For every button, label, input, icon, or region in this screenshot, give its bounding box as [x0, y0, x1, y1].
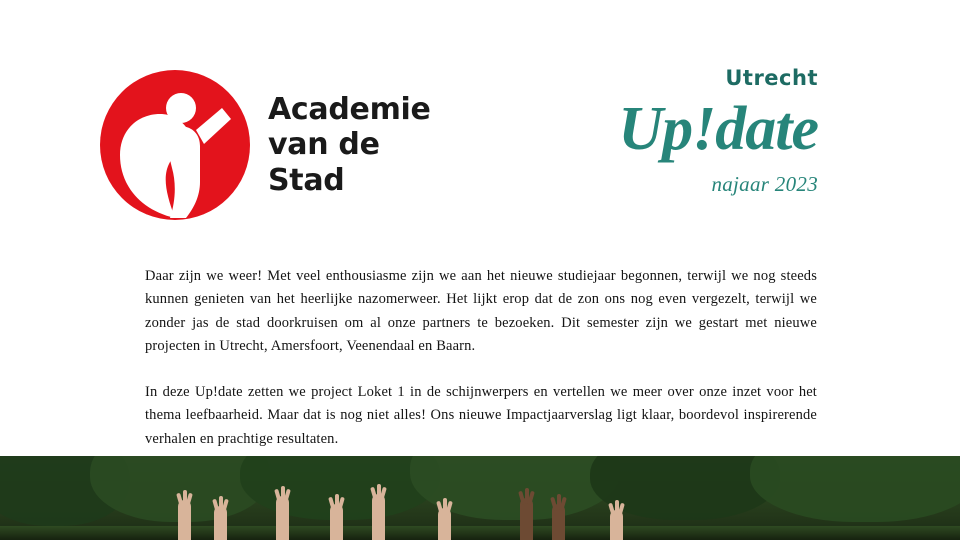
- brand-logo-line-2: van de: [268, 127, 380, 163]
- masthead: [398, 68, 818, 197]
- brand-logo-line-3: Stad: [268, 162, 345, 198]
- photo-hand: [276, 496, 289, 540]
- masthead-city: Utrecht: [725, 66, 818, 90]
- photo-hand: [438, 508, 451, 540]
- intro-paragraph-2: In deze Up!date zetten we project Loket 1 in de schijnwerpers en vertellen we meer over onze inzet voor het thema leefbaarheid. Maar dat is nog niet alles! Ons nieuwe Impactjaarverslag ligt klaar, boordevol inspirerende verhalen en prachtige resultaten.: [145, 383, 817, 447]
- photo-hand: [552, 504, 565, 540]
- hero-photo: [0, 456, 960, 540]
- photo-hand: [610, 510, 623, 540]
- photo-ground: [0, 526, 960, 540]
- brand-logo: [100, 70, 431, 220]
- photo-hand: [372, 494, 385, 540]
- photo-hand: [330, 504, 343, 540]
- brand-logo-line-1: Academie: [268, 91, 431, 127]
- masthead-issue: najaar 2023: [711, 172, 818, 197]
- newsletter-header: [0, 0, 960, 250]
- photo-hand: [520, 498, 533, 540]
- photo-hand: [178, 500, 191, 540]
- photo-hand: [214, 506, 227, 540]
- academie-van-de-stad-logo-icon: [100, 70, 250, 220]
- intro-paragraph-1: Daar zijn we weer! Met veel enthousiasme zijn we aan het nieuwe studiejaar begonnen, terwijl we nog steeds kunnen genieten van het heerlijke nazomerweer. Het lijkt erop dat de zon ons nog even vergezelt, terwijl we zonder jas de stad doorkruisen om al onze partners te bezoeken. Dit semester zijn we gestart met nieuwe projecten in Utrecht, Amersfoort, Veenendaal en Baarn.: [145, 268, 817, 355]
- masthead-title: Up!date: [618, 95, 818, 163]
